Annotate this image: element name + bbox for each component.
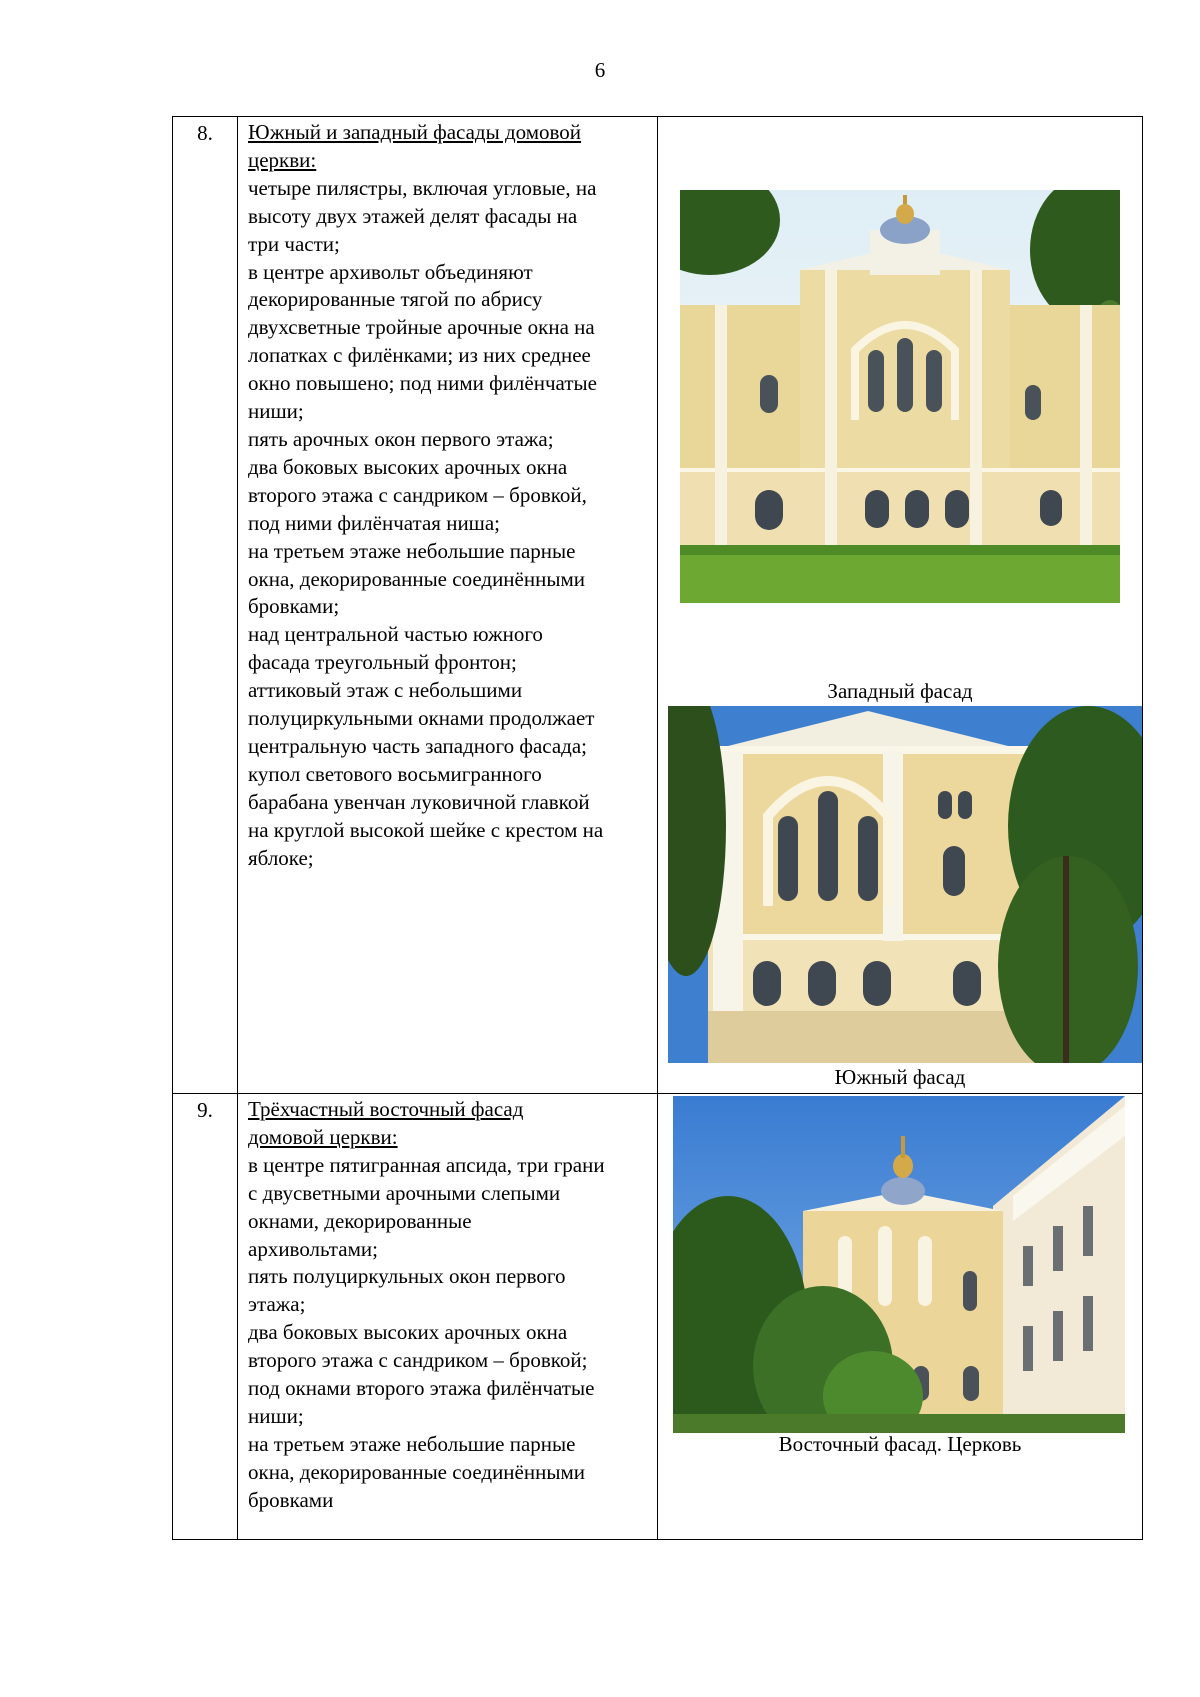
description-line: двухсветные тройные арочные окна на [248, 315, 595, 340]
west-facade-caption: Западный фасад [827, 679, 973, 703]
description-line: окнами, декорированные [248, 1208, 472, 1233]
east-facade-caption: Восточный фасад. Церковь [778, 1432, 1022, 1456]
description-line: архивольтами; [248, 1236, 378, 1261]
row-description [238, 1094, 658, 1540]
description-line: второго этажа с сандриком – бровкой; [248, 1348, 588, 1373]
description-line: окно повышено; под ними филёнчатые [248, 371, 597, 396]
description-line: центральную часть западного фасада; [248, 733, 588, 758]
page-number: 6 [594, 58, 606, 82]
item-title-line: церкви: [248, 147, 317, 172]
description-line: два боковых высоких арочных окна [248, 1320, 568, 1345]
description-line: высоту двух этажей делят фасады на [248, 203, 578, 228]
description-line: купол светового восьмигранного [248, 761, 542, 786]
row-number: 9. [173, 1094, 238, 1540]
description-line: второго этажа с сандриком – бровкой, [248, 482, 587, 507]
description-line: яблоке; [248, 845, 314, 870]
item-title-line: Трёхчастный восточный фасад [248, 1097, 524, 1121]
row-photos [658, 117, 1143, 1094]
west-facade-photo [680, 190, 1120, 603]
description-line: с двусветными арочными слепыми [248, 1180, 561, 1205]
description-line: лопатках с филёнками; из них среднее [248, 343, 591, 368]
description-line: окна, декорированные соединёнными [248, 1459, 585, 1484]
facades-table [172, 116, 1143, 1540]
description-line: четыре пилястры, включая угловые, на [248, 175, 597, 200]
table-row [173, 117, 1143, 1094]
description-line: ниши; [248, 1403, 304, 1428]
description-line: на круглой высокой шейке с крестом на [248, 817, 604, 842]
table-row [173, 1094, 1143, 1540]
description-line: пять арочных окон первого этажа; [248, 426, 554, 451]
description-line: три части; [248, 231, 340, 256]
description-line: декорированные тягой по абрису [248, 287, 543, 312]
description-line: в центре пятигранная апсида, три грани [248, 1152, 605, 1177]
row-description [238, 117, 658, 1094]
description-line: этажа; [248, 1292, 306, 1317]
row-number: 8. [173, 117, 238, 1094]
description-line: ниши; [248, 399, 304, 424]
description-line: барабана увенчан луковичной главкой [248, 789, 590, 814]
description-line: фасада треугольный фронтон; [248, 650, 517, 675]
south-facade-caption: Южный фасад [834, 1065, 966, 1089]
description-line: бровками; [248, 594, 340, 619]
description-line: под окнами второго этажа филёнчатые [248, 1376, 595, 1401]
item-title-line: домовой церкви: [248, 1124, 398, 1149]
description-line: в центре архивольт объединяют [248, 259, 533, 284]
description-line: над центральной частью южного [248, 622, 543, 647]
description-line: аттиковый этаж с небольшими [248, 678, 523, 703]
description-line: полуциркульными окнами продолжает [248, 706, 595, 731]
description-line: два боковых высоких арочных окна [248, 454, 568, 479]
item-title-line: Южный и западный фасады домовой [248, 120, 582, 144]
row-photos [658, 1094, 1143, 1540]
south-facade-photo [668, 706, 1142, 1063]
description-line: на третьем этаже небольшие парные [248, 1431, 576, 1456]
description-line: пять полуциркульных окон первого [248, 1264, 566, 1289]
description-line: бровками [248, 1487, 334, 1512]
east-facade-photo [673, 1096, 1125, 1433]
description-line: под ними филёнчатая ниша; [248, 510, 501, 535]
description-line: на третьем этаже небольшие парные [248, 538, 576, 563]
description-line: окна, декорированные соединёнными [248, 566, 585, 591]
